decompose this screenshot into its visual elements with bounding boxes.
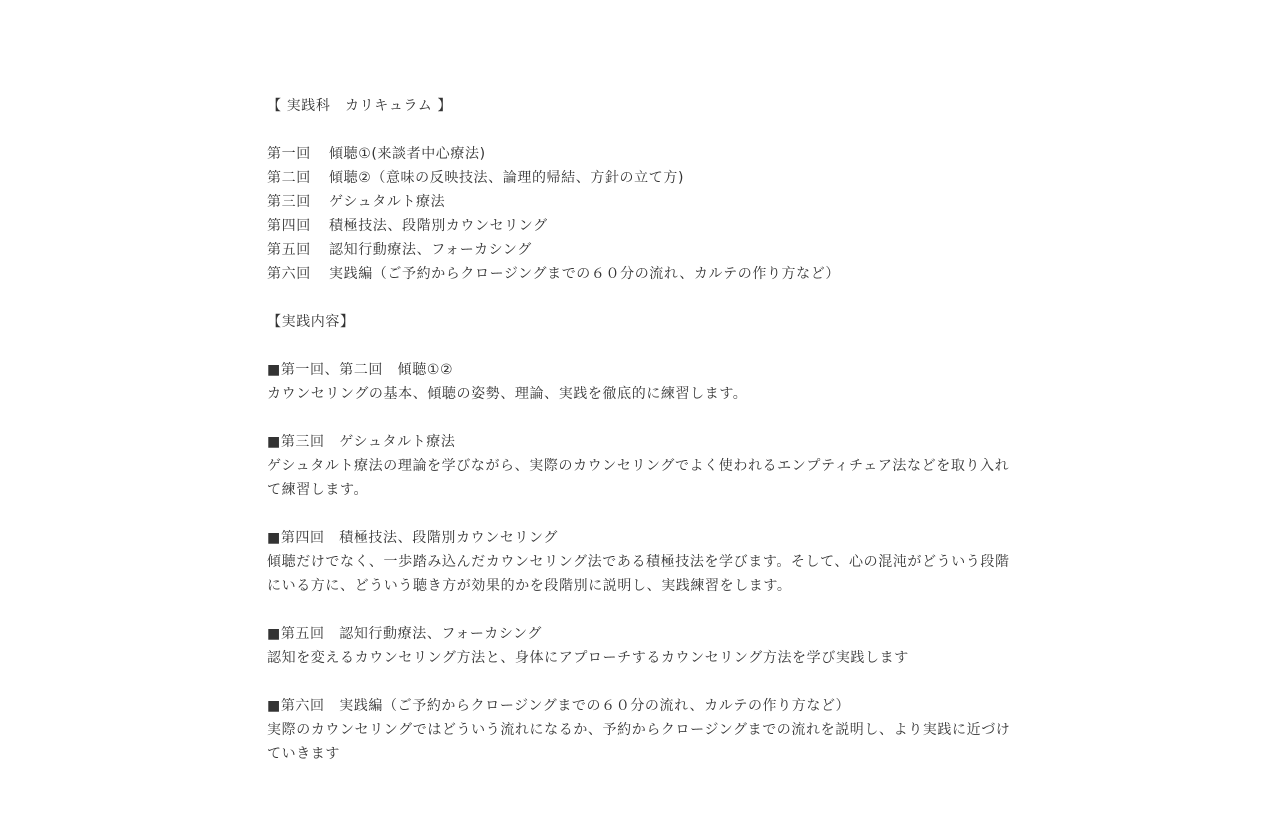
practice-section-title: ■第四回 積極技法、段階別カウンセリング [267,530,558,546]
practice-section-title: ■第三回 ゲシュタルト療法 [267,434,456,450]
session-topic: 傾聴②（意味の反映技法、論理的帰結、方針の立て方) [329,170,685,186]
session-topic: ゲシュタルト療法 [329,194,446,210]
session-number: 第二回 [267,170,311,186]
practice-section-body: 傾聴だけでなく、一歩踏み込んだカウンセリング法である積極技法を学びます。そして、心の混沌がどういう段階にいる方に、どういう聴き方が効果的かを段階別に説明し、実践練習をします。 [267,554,1010,594]
session-number: 第三回 [267,194,311,210]
practice-section-title: ■第一回、第二回 傾聴①② [267,362,454,378]
session-topic: 実践編（ご予約からクロージングまでの６０分の流れ、カルテの作り方など） [329,266,840,282]
session-number: 第四回 [267,218,311,234]
spacer [267,286,1012,310]
spacer [267,598,1012,622]
spacer [267,334,1012,358]
curriculum-section [267,94,1012,286]
practice-section-title: ■第五回 認知行動療法、フォーカシング [267,626,543,642]
curriculum-item [267,142,1012,166]
session-number: 第五回 [267,242,311,258]
article-content [267,94,1012,766]
session-topic: 傾聴①(来談者中心療法) [329,146,486,162]
practice-section-body: ゲシュタルト療法の理論を学びながら、実際のカウンセリングでよく使われるエンプティチェア法などを取り入れて練習します。 [267,458,1010,498]
practice-section-title: ■第六回 実践編（ご予約からクロージングまでの６０分の流れ、カルテの作り方など） [267,698,851,714]
spacer [267,118,1012,142]
practice-section-body: 実際のカウンセリングではどういう流れになるか、予約からクロージングまでの流れを説明し、より実践に近づけていきます [267,722,1011,762]
practice-section [267,310,1012,766]
practice-heading: 【実践内容】 [267,314,355,330]
curriculum-item [267,262,1012,286]
curriculum-item [267,166,1012,190]
spacer [267,502,1012,526]
session-topic: 積極技法、段階別カウンセリング [329,218,548,234]
curriculum-item [267,214,1012,238]
session-topic: 認知行動療法、フォーカシング [329,242,532,258]
session-number: 第一回 [267,146,311,162]
session-number: 第六回 [267,266,311,282]
practice-section-body: カウンセリングの基本、傾聴の姿勢、理論、実践を徹底的に練習します。 [267,386,748,402]
curriculum-item [267,238,1012,262]
curriculum-item [267,190,1012,214]
practice-section-body: 認知を変えるカウンセリング方法と、身体にアプローチするカウンセリング方法を学び実践します [267,650,909,666]
curriculum-heading: 【 実践科 カリキュラム 】 [267,98,453,114]
spacer [267,670,1012,694]
spacer [267,406,1012,430]
